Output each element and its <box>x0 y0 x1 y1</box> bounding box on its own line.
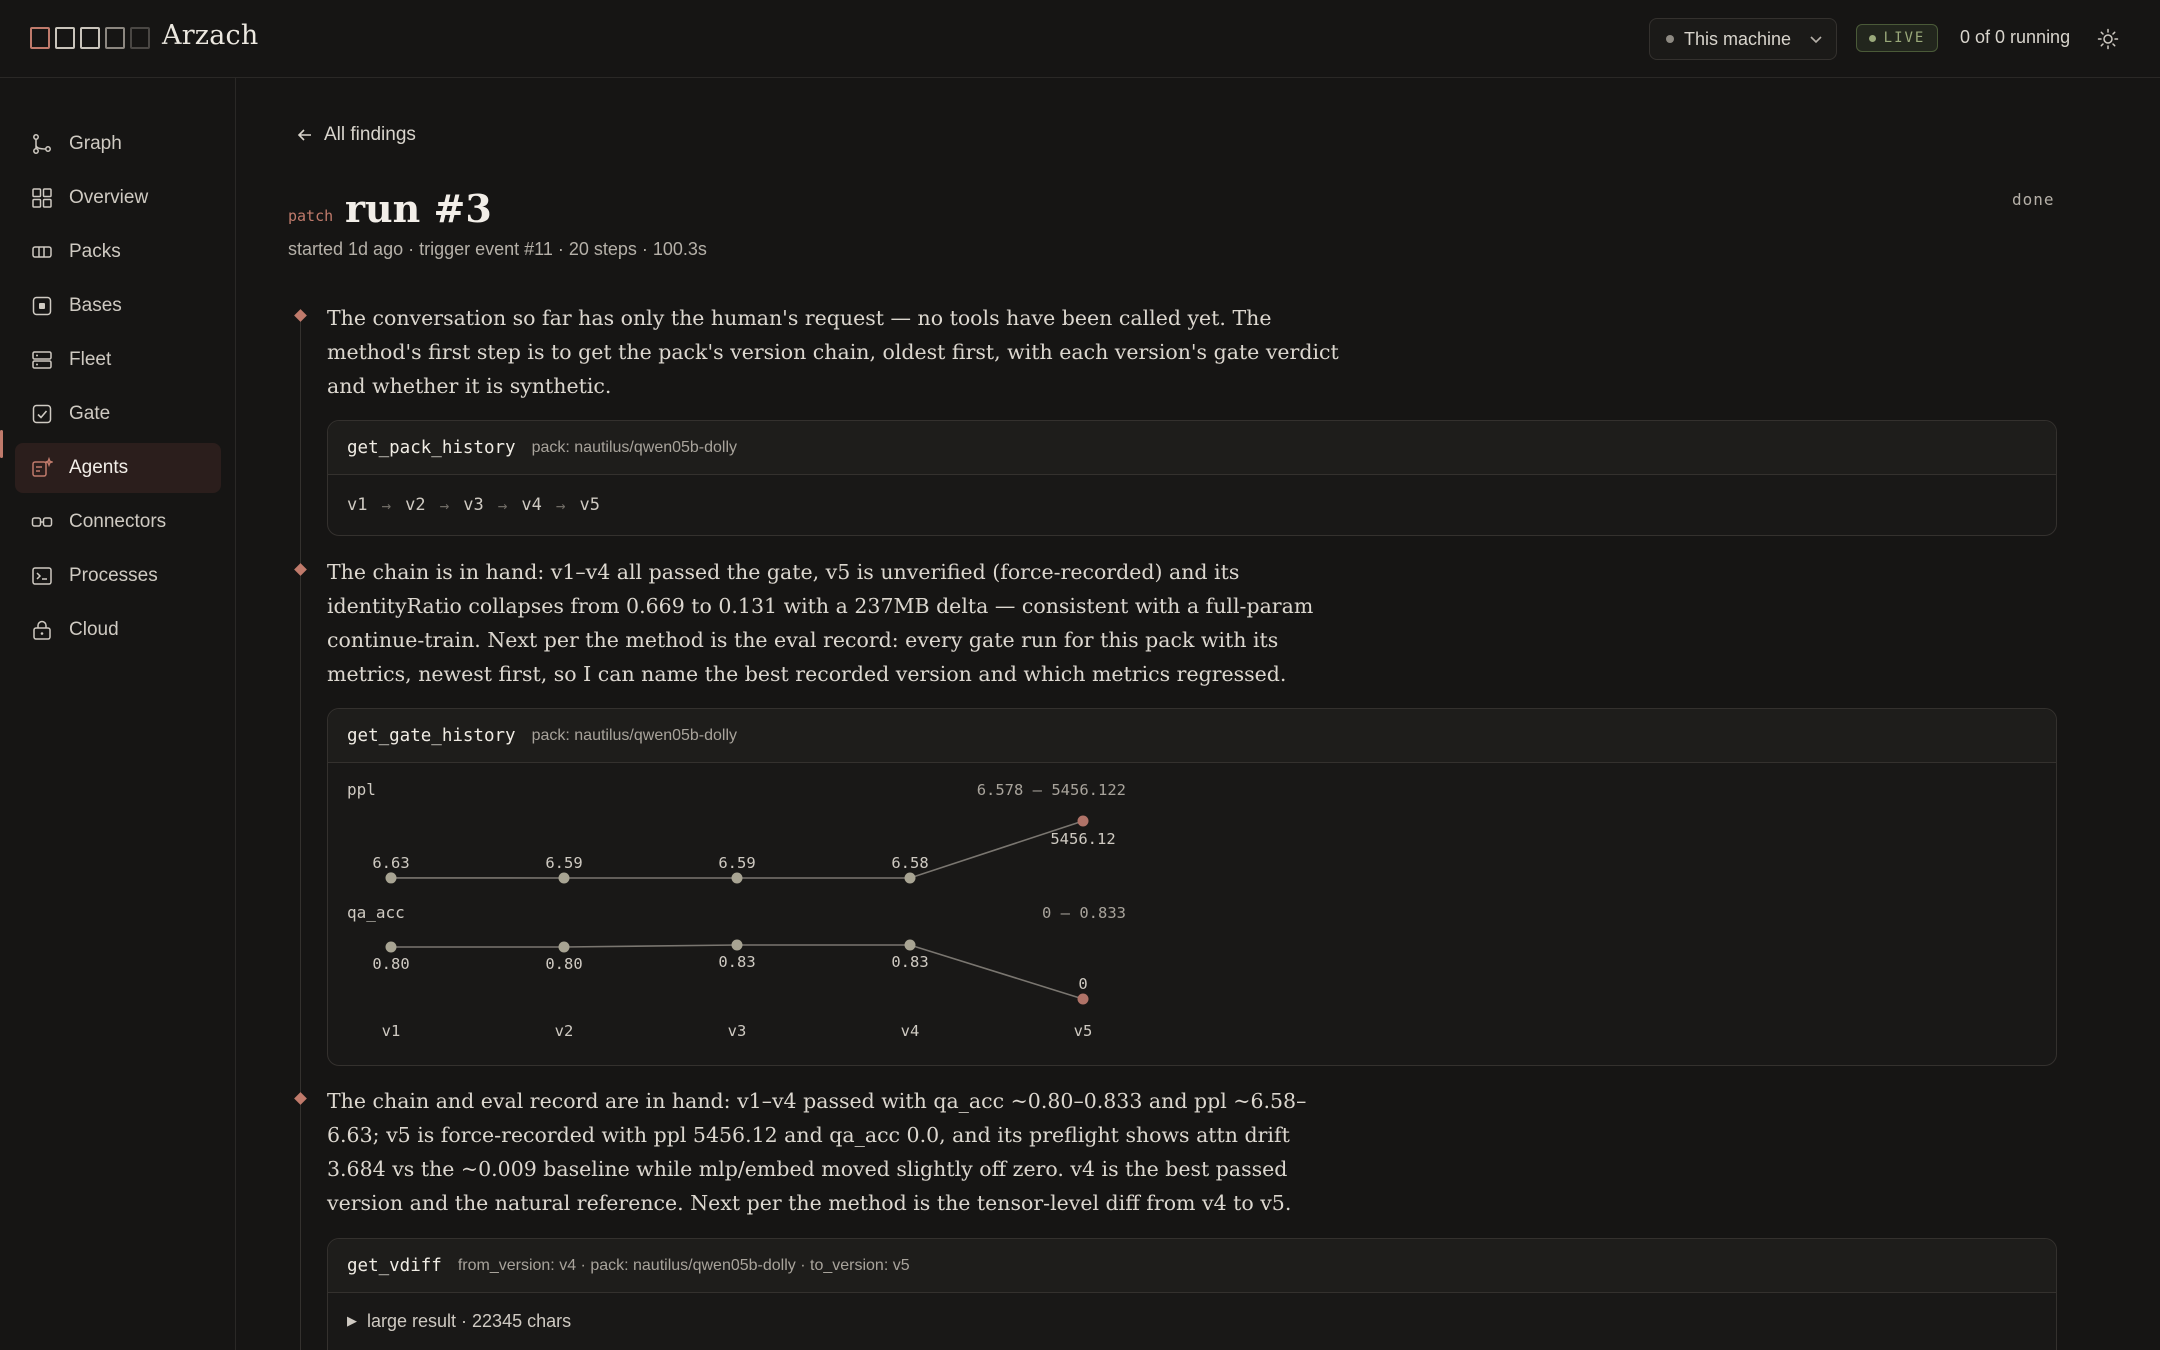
step-marker-icon <box>294 563 307 576</box>
cloud-lock-icon <box>31 619 53 641</box>
sidebar-item-label: Overview <box>69 187 149 208</box>
sidebar-item-gate[interactable] <box>15 389 221 439</box>
sidebar-item-label: Fleet <box>69 349 112 370</box>
data-label: 5456.12 <box>1050 830 1116 848</box>
tool-args: pack: nautilus/qwen05b-dolly <box>531 438 738 456</box>
status-dot-icon <box>1666 35 1674 43</box>
data-point <box>559 941 570 952</box>
data-label: 6.59 <box>545 853 583 872</box>
grid-icon <box>31 187 53 209</box>
tool-name: get_vdiff <box>347 1255 442 1276</box>
terminal-icon <box>31 565 53 587</box>
run-kind-tag: patch <box>288 207 334 225</box>
sidebar-item-bases[interactable] <box>15 281 221 331</box>
sidebar-item-agents[interactable] <box>15 443 221 493</box>
data-label: 0.80 <box>545 954 583 973</box>
series-range-label: 6.578 – 5456.122 <box>976 781 1126 799</box>
data-label: 0 <box>1078 975 1088 993</box>
arrow-right-icon: → <box>497 495 508 515</box>
caret-right-icon: ▶ <box>347 1313 357 1328</box>
arrow-right-icon: → <box>439 495 450 515</box>
connector-icon <box>31 511 53 533</box>
sidebar-item-cloud[interactable] <box>15 605 221 655</box>
check-square-icon <box>31 403 53 425</box>
data-point <box>559 872 570 883</box>
data-label: 0.83 <box>891 953 929 971</box>
large-result-toggle[interactable] <box>347 1293 2037 1349</box>
step-marker-icon <box>294 1092 307 1105</box>
version-chip: v5 <box>579 495 600 515</box>
arrow-right-icon: → <box>381 495 392 515</box>
brand-name: Arzach <box>162 20 259 51</box>
sidebar-item-label: Bases <box>69 295 122 316</box>
server-icon <box>31 349 53 371</box>
packs-icon <box>31 241 53 263</box>
series-range-label: 0 – 0.833 <box>1042 904 1126 922</box>
sidebar-item-packs[interactable] <box>15 227 221 277</box>
data-label: 0.83 <box>718 953 756 971</box>
graph-icon <box>31 133 53 155</box>
data-label: 6.59 <box>718 853 756 872</box>
sidebar-item-processes[interactable] <box>15 551 221 601</box>
timeline-line <box>300 316 301 1350</box>
data-point <box>732 872 743 883</box>
back-link-label: All findings <box>324 124 416 145</box>
live-badge <box>1856 24 1938 52</box>
x-tick-label: v5 <box>1073 1022 1093 1040</box>
data-point <box>905 940 916 951</box>
base-icon <box>31 295 53 317</box>
version-chip: v1 <box>347 495 368 515</box>
agent-icon <box>31 457 53 479</box>
tool-name: get_pack_history <box>347 437 516 458</box>
tool-call-card <box>327 1238 2057 1350</box>
x-tick-label: v2 <box>554 1022 574 1040</box>
live-label: LIVE <box>1883 30 1926 46</box>
sidebar-item-label: Cloud <box>69 619 119 640</box>
tool-call-header[interactable] <box>328 709 2056 763</box>
running-count: 0 of 0 running <box>1960 27 2071 47</box>
data-point <box>386 941 397 952</box>
x-tick-label: v4 <box>900 1022 920 1040</box>
arrow-left-icon <box>296 126 314 144</box>
version-chip: v2 <box>405 495 426 515</box>
data-point <box>905 873 916 884</box>
x-tick-label: v3 <box>727 1022 747 1040</box>
step-marker-icon <box>294 309 307 322</box>
data-point <box>1078 816 1089 827</box>
back-link[interactable] <box>296 124 416 146</box>
sidebar-item-label: Processes <box>69 565 158 586</box>
data-point <box>732 940 743 951</box>
chevron-down-icon <box>1809 32 1823 46</box>
tool-call-card <box>327 708 2057 1066</box>
arrow-right-icon: → <box>555 495 566 515</box>
sidebar-item-label: Gate <box>69 403 111 424</box>
data-label: 0.80 <box>372 954 410 973</box>
version-chain <box>347 475 2037 535</box>
series-label: qa_acc <box>347 903 405 922</box>
data-point <box>386 872 397 883</box>
sidebar-item-overview[interactable] <box>15 173 221 223</box>
sidebar-item-label: Connectors <box>69 511 167 532</box>
status-badge: done <box>2012 190 2055 209</box>
x-tick-label: v1 <box>381 1022 401 1040</box>
large-result-label: large result · 22345 chars <box>367 1310 572 1331</box>
data-point <box>1078 994 1089 1005</box>
tool-args: pack: nautilus/qwen05b-dolly <box>531 726 738 744</box>
version-chip: v4 <box>521 495 542 515</box>
machine-select[interactable] <box>1649 18 1837 60</box>
step-text: The conversation so far has only the human's request — no tools have been called yet. The method's first step is to get the pack's version chain, oldest first, with each version's gate verdict and whether it is synthetic. <box>327 306 1339 398</box>
sidebar-item-graph[interactable] <box>15 119 221 169</box>
top-bar <box>0 0 2160 78</box>
tool-name: get_gate_history <box>347 725 516 746</box>
version-chip: v3 <box>463 495 484 515</box>
gate-history-chart <box>328 763 2056 1065</box>
sidebar-item-label: Graph <box>69 133 122 154</box>
series-label: ppl <box>347 780 376 799</box>
sidebar-item-connectors[interactable] <box>15 497 221 547</box>
sidebar <box>0 78 236 1350</box>
sidebar-item-fleet[interactable] <box>15 335 221 385</box>
tool-args: from_version: v4 · pack: nautilus/qwen05b-dolly · to_version: v5 <box>457 1256 910 1274</box>
machine-label: This machine <box>1684 28 1792 49</box>
sidebar-item-label: Packs <box>69 241 121 262</box>
active-indicator <box>0 430 3 458</box>
page-title: run #3 <box>345 186 492 231</box>
live-dot-icon <box>1869 35 1876 42</box>
sun-icon[interactable] <box>2097 28 2119 50</box>
tool-call-header[interactable] <box>328 1239 2056 1293</box>
data-label: 6.58 <box>891 854 929 872</box>
step-text: The chain is in hand: v1–v4 all passed the gate, v5 is unverified (force-recorded) and its identityRatio collapses from 0.669 to 0.131 with a 237MB delta — consistent with a full-param continue-train. Next per the method is the eval record: every gate run for this pack with its metrics, newest first, so I can name the best recorded version and which metrics regressed. <box>327 560 1314 686</box>
sidebar-item-label: Agents <box>69 457 129 478</box>
run-meta: started 1d ago · trigger event #11 · 20 steps · 100.3s <box>288 239 707 259</box>
data-label: 6.63 <box>372 853 410 872</box>
logo-icon <box>30 27 150 49</box>
tool-call-header[interactable] <box>328 421 2056 475</box>
step-text: The chain and eval record are in hand: v1–v4 passed with qa_acc ~0.80–0.833 and ppl ~6.58–6.63; v5 is force-recorded with ppl 5456.12 and qa_acc 0.0, and its preflight shows attn drift 3.684 vs the ~0.009 baseline while mlp/embed moved slightly off zero. v4 is the best passed version and the natural reference. Next per the method is the tensor-level diff from v4 to v5. <box>327 1089 1307 1215</box>
tool-call-card <box>327 420 2057 536</box>
